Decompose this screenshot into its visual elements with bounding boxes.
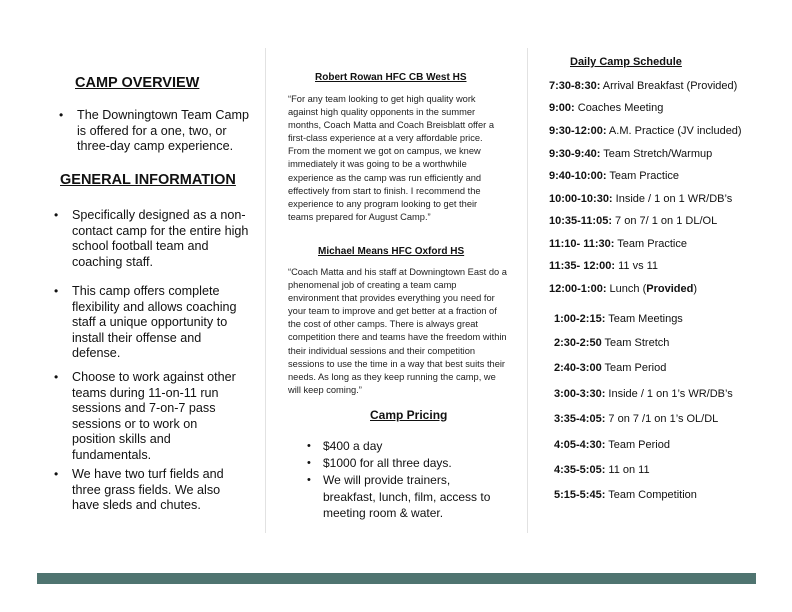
schedule-row [549, 125, 742, 137]
schedule-activity: Team Period [601, 362, 667, 374]
bullet-icon: • [54, 208, 59, 222]
schedule-activity: 11 vs 11 [615, 260, 659, 272]
schedule-time: 7:30-8:30: [549, 80, 601, 92]
schedule-time: 10:00-10:30: [549, 193, 613, 205]
schedule-activity-emphasis: Provided [646, 283, 694, 295]
bullet-icon: • [307, 440, 311, 452]
schedule-row [549, 193, 732, 205]
bullet-icon: • [307, 457, 311, 469]
schedule-time: 2:30-2:50 [554, 337, 602, 349]
schedule-activity: Coaches Meeting [574, 102, 664, 114]
general-item [54, 208, 252, 270]
general-info-title: GENERAL INFORMATION [60, 172, 236, 188]
schedule-activity: Team Stretch/Warmup [600, 148, 713, 160]
schedule-activity: 7 on 7/ 1 on 1 DL/OL [612, 215, 718, 227]
schedule-time: 3:00-3:30: [554, 388, 606, 400]
schedule-row [549, 260, 658, 272]
general-item-text: Specifically designed as a non-contact camp for the entire high school football team and coaching staff. [72, 208, 249, 269]
schedule-row [554, 362, 666, 374]
schedule-row [554, 439, 670, 451]
schedule-row [549, 148, 712, 160]
bullet-icon: • [307, 474, 311, 486]
schedule-row [549, 283, 697, 295]
schedule-activity: Team Meetings [605, 313, 683, 325]
schedule-activity: Team Practice [614, 238, 687, 250]
schedule-activity: Team Competition [605, 489, 697, 501]
general-item-text: We have two turf fields and three grass fields. We also have sleds and chutes. [72, 467, 224, 513]
schedule-time: 9:30-9:40: [549, 148, 601, 160]
general-item [54, 370, 244, 464]
overview-title: CAMP OVERVIEW [75, 75, 200, 91]
testimonial-author: Robert Rowan HFC CB West HS [315, 72, 467, 83]
schedule-time: 11:10- 11:30: [549, 238, 615, 250]
overview-item [59, 108, 252, 155]
schedule-title: Daily Camp Schedule [570, 56, 682, 68]
schedule-activity-end: ) [693, 283, 697, 295]
general-item [54, 467, 244, 514]
general-item [54, 284, 237, 362]
schedule-time: 1:00-2:15: [554, 313, 606, 325]
schedule-time: 9:30-12:00: [549, 125, 607, 137]
bullet-icon: • [54, 370, 59, 384]
schedule-time: 10:35-11:05: [549, 215, 612, 227]
pricing-item-text: $1000 for all three days. [323, 456, 452, 470]
schedule-activity: 11 on 11 [605, 464, 650, 476]
testimonial-quote: “Coach Matta and his staff at Downingtown East do a phenomenal job of creating a team camp environment that provides everything you need for your team to improve and get better at a fraction of the cost of other camps. There is always great competition there and teams have the freedom within their individual sessions and their competition sessions to use the time in a way that best suits their needs. As long as they keep running the camp, we will keep coming.” [288, 267, 507, 395]
schedule-row [554, 337, 669, 349]
schedule-row [554, 313, 683, 325]
schedule-row [554, 464, 650, 476]
overview-text: The Downingtown Team Camp is offered for a one, two, or three-day camp experience. [77, 108, 249, 154]
schedule-row [554, 413, 718, 425]
schedule-time: 4:35-5:05: [554, 464, 606, 476]
schedule-time: 5:15-5:45: [554, 489, 606, 501]
schedule-row [549, 238, 687, 250]
pricing-item [307, 438, 503, 455]
schedule-activity: 7 on 7 /1 on 1’s OL/DL [605, 413, 719, 425]
schedule-row [549, 215, 717, 227]
pricing-title: Camp Pricing [370, 408, 448, 422]
footer-band [37, 573, 756, 584]
pricing-item-text: $400 a day [323, 439, 383, 453]
schedule-row [554, 388, 733, 400]
schedule-activity: Team Period [605, 439, 670, 451]
schedule-activity: Arrival Breakfast (Provided) [600, 80, 738, 92]
schedule-time: 12:00-1:00: [549, 283, 607, 295]
testimonial-author: Michael Means HFC Oxford HS [318, 246, 465, 257]
schedule-row [549, 170, 679, 182]
testimonial-quote: “For any team looking to get high quality work against high quality opponents in the summer months, Coach Matta and Coach Breisblatt offer a first-class experience at a very affordable price. From the moment we got on campus, we knew immediately it was going to be a worthwhile experience as the camp was run efficiently and effectively from start to finish. I recommend the experience to any program looking to get their teams prepared for August Camp.” [288, 94, 495, 222]
schedule-time: 4:05-4:30: [554, 439, 606, 451]
schedule-time: 9:40-10:00: [549, 170, 607, 182]
bullet-icon: • [59, 108, 64, 122]
bullet-icon: • [54, 467, 59, 481]
schedule-row [554, 489, 697, 501]
column-divider [265, 48, 266, 533]
column-divider [527, 48, 528, 533]
schedule-time: 3:35-4:05: [554, 413, 606, 425]
schedule-activity: A.M. Practice (JV included) [606, 125, 742, 137]
pricing-item [307, 472, 501, 522]
schedule-time: 2:40-3:00 [554, 362, 602, 374]
schedule-row [549, 102, 663, 114]
pricing-item [307, 455, 503, 472]
bullet-icon: • [54, 284, 59, 298]
schedule-activity: Lunch ( [606, 283, 647, 295]
schedule-activity: Team Stretch [601, 337, 670, 349]
schedule-time: 9:00: [549, 102, 575, 114]
general-item-text: This camp offers complete flexibility and allows coaching staff a unique opportunity to install their offense and defense. [72, 284, 237, 361]
schedule-activity: Team Practice [606, 170, 680, 182]
schedule-row [549, 80, 737, 92]
schedule-activity: Inside / 1 on 1’s WR/DB’s [605, 388, 733, 400]
pricing-item-text: We will provide trainers, breakfast, lunch, film, access to meeting room & water. [323, 473, 491, 520]
schedule-time: 11:35- 12:00: [549, 260, 616, 272]
schedule-activity: Inside / 1 on 1 WR/DB’s [612, 193, 733, 205]
general-item-text: Choose to work against other teams during 11-on-11 run sessions and 7-on-7 pass sessions or to work on position skills and fundamentals. [72, 370, 236, 462]
